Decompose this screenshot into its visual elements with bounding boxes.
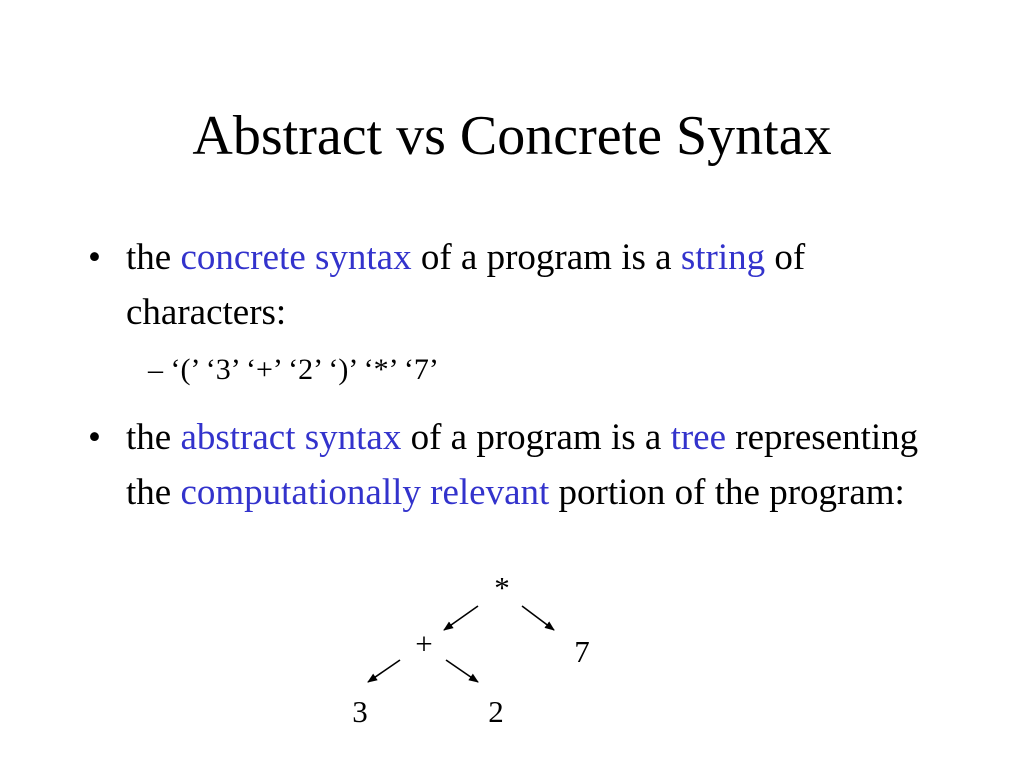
term-abstract-syntax: abstract syntax: [180, 417, 402, 458]
edge-times-seven: [522, 606, 554, 630]
tree-node-plus: +: [415, 626, 433, 661]
bullet-marker: •: [88, 417, 101, 458]
bullet-text: representing the: [126, 417, 919, 513]
term-computationally-relevant: computationally relevant: [180, 472, 550, 513]
term-concrete-syntax: concrete syntax: [180, 237, 412, 278]
edge-plus-three: [368, 660, 400, 682]
sub-bullet-marker: –: [148, 353, 163, 386]
bullet-text: of a program is a: [411, 237, 681, 278]
bullet-marker: •: [88, 237, 101, 278]
bullet-text: of a program is a: [401, 417, 671, 458]
edge-times-plus: [444, 606, 478, 630]
tree-node-two: 2: [488, 694, 504, 729]
bullet-text: portion of the program:: [549, 472, 905, 513]
term-tree: tree: [670, 417, 727, 458]
tree-node-times: *: [494, 570, 510, 605]
tree-node-three: 3: [352, 694, 368, 729]
slide-title: Abstract vs Concrete Syntax: [192, 105, 832, 167]
bullet-text: of characters:: [126, 237, 806, 333]
bullet-text: the: [126, 237, 181, 278]
term-string: string: [680, 237, 766, 278]
token-sequence: ‘(’ ‘3’ ‘+’ ‘2’ ‘)’ ‘*’ ‘7’: [170, 353, 439, 386]
bullet-text: the: [126, 417, 181, 458]
tree-node-seven: 7: [574, 634, 590, 669]
edge-plus-two: [446, 660, 478, 682]
